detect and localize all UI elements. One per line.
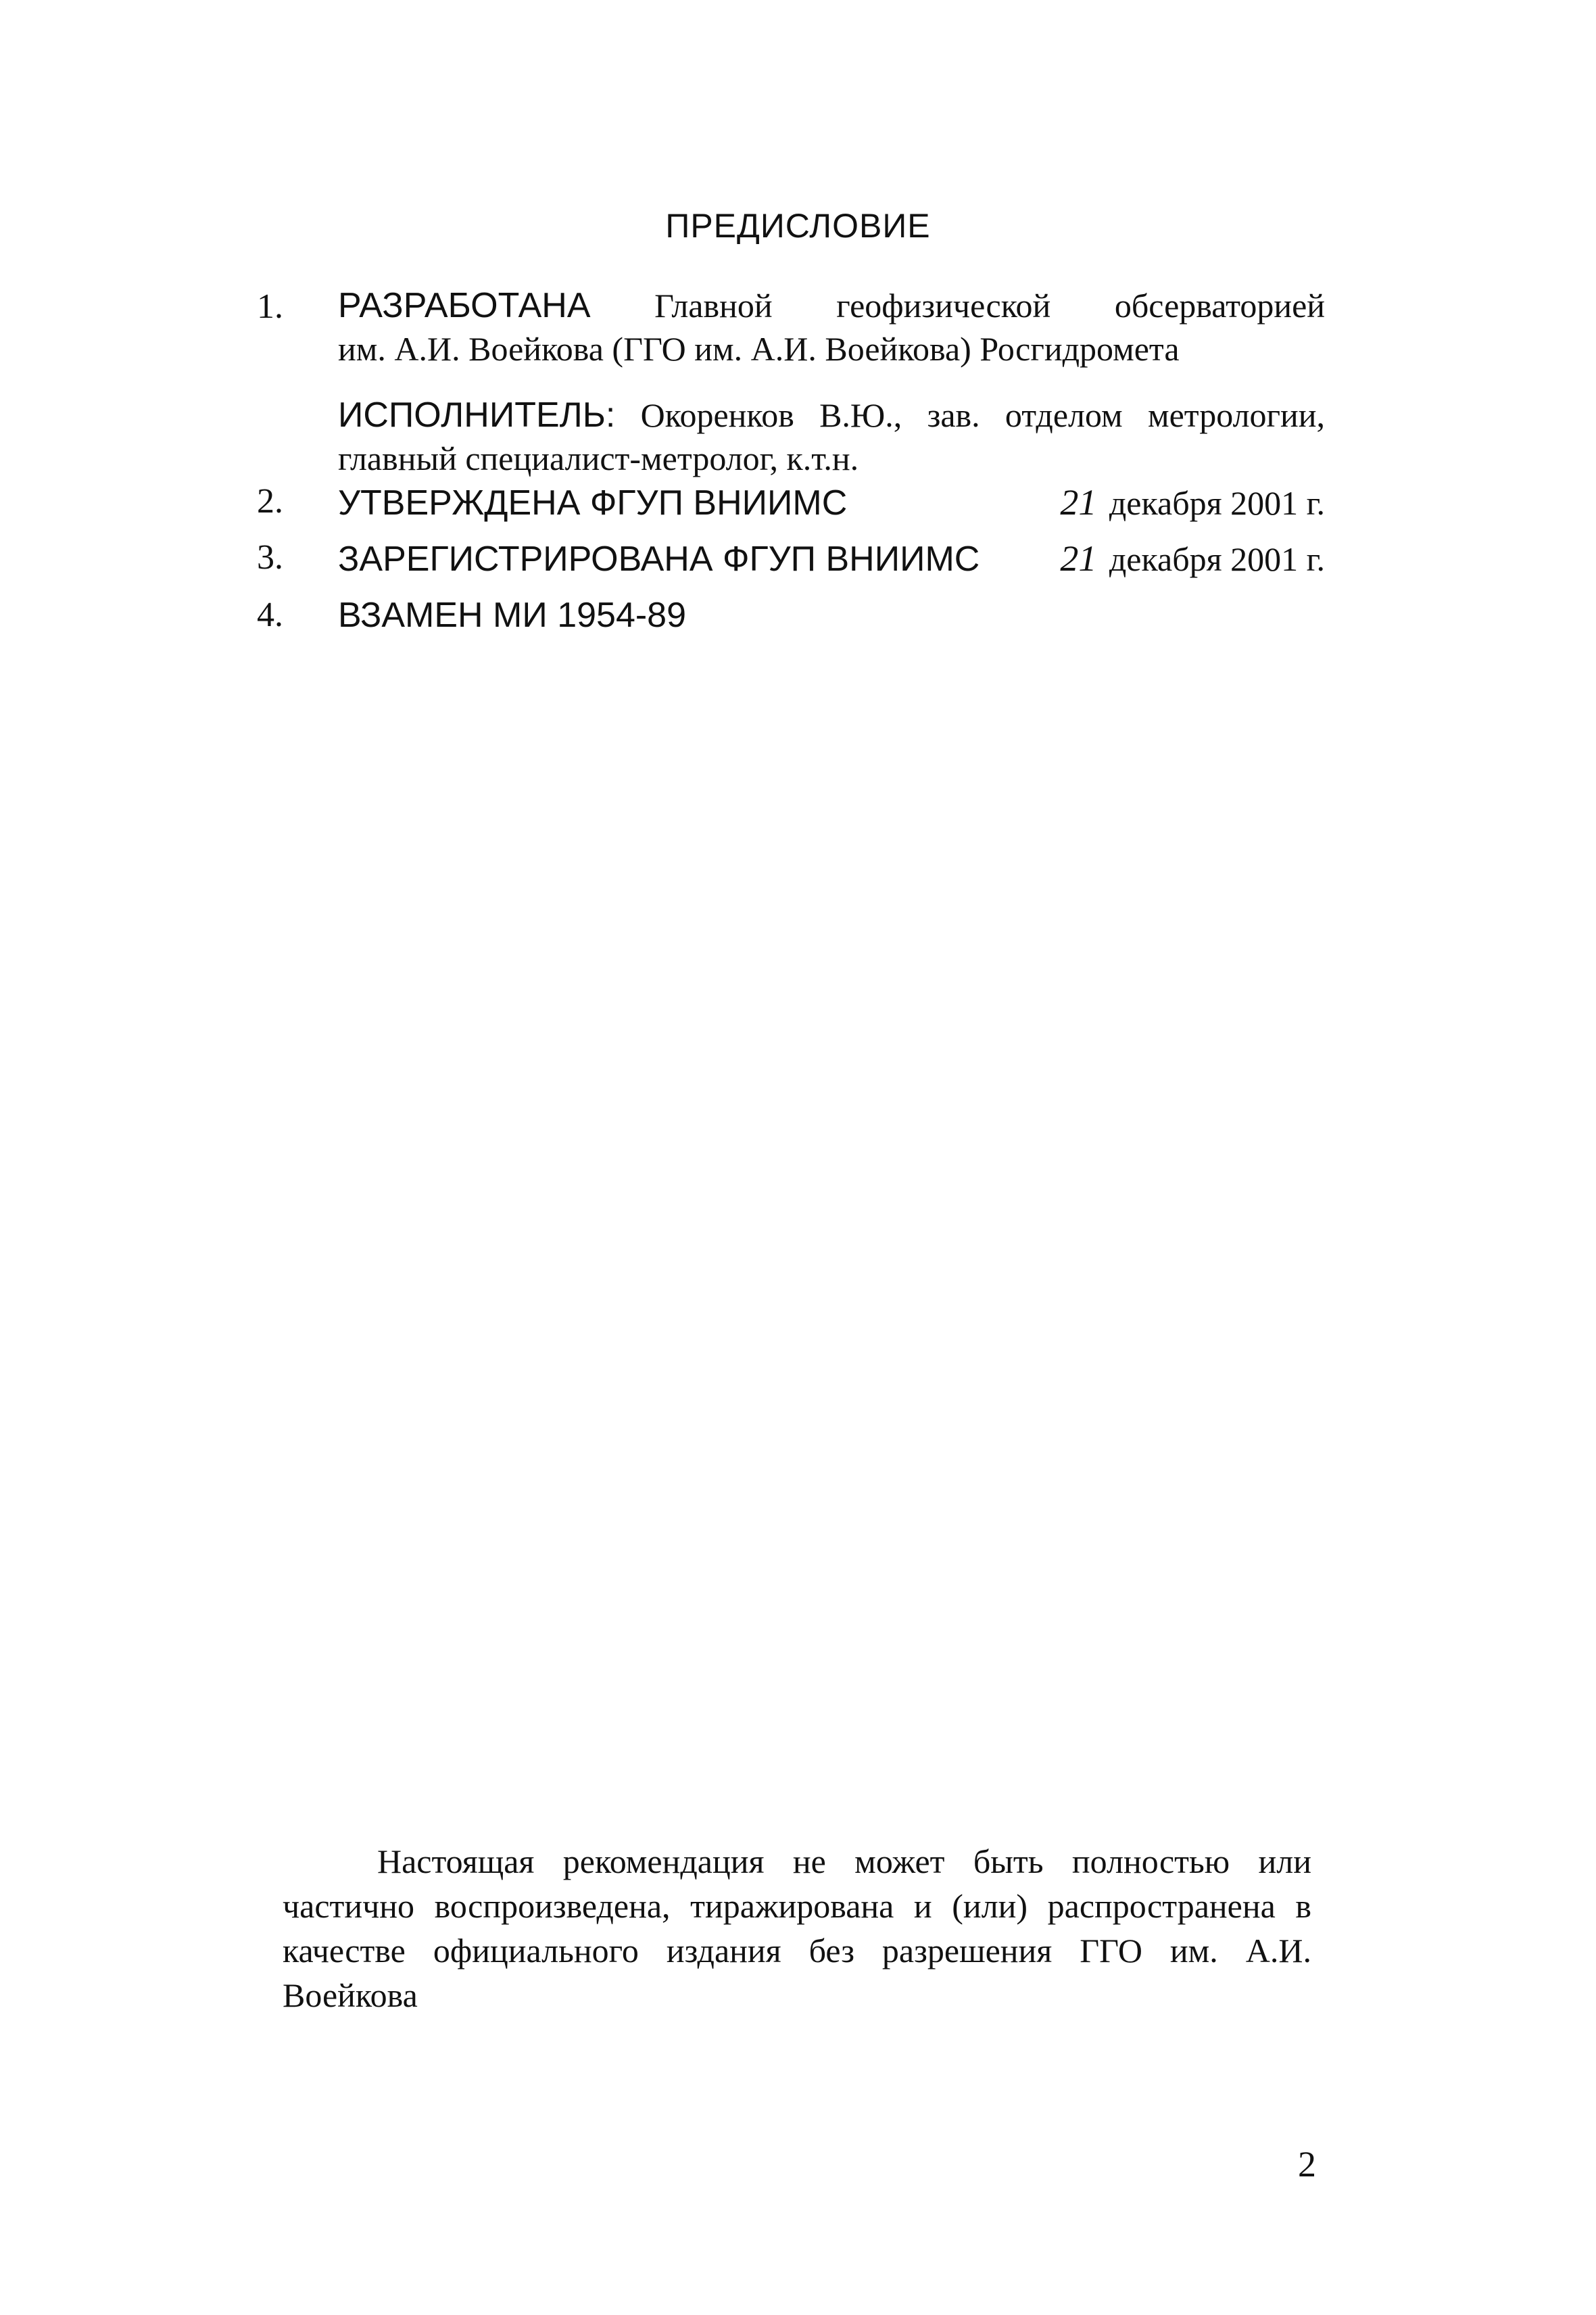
approved-text: УТВЕРЖДЕНА ФГУП ВНИИМС <box>338 483 848 523</box>
page-title: ПРЕДИСЛОВИЕ <box>665 207 931 245</box>
executor-label: ИСПОЛНИТЕЛЬ: <box>338 396 616 435</box>
registered-text: ЗАРЕГИСТРИРОВАНА ФГУП ВНИИМС <box>338 540 980 579</box>
copyright-notice: Настоящая рекомендация не может быть полностью или частично воспроизведена, тиражирована и (или) распространена в качестве официального издания без разрешения ГГО им. А.И. Воейкова <box>283 1842 1311 2014</box>
handwritten-day: 21 <box>1060 482 1097 523</box>
preface-item-2 <box>257 481 1325 529</box>
item-number: 1. <box>257 287 283 326</box>
replaces-text: ВЗАМЕН МИ 1954-89 <box>338 596 687 635</box>
executor-word: Окоренков <box>640 396 794 434</box>
developer-word: геофизической <box>836 287 1051 325</box>
developer-line-2: им. А.И. Воейкова (ГГО им. А.И. Воейкова) Росгидромета <box>338 330 1180 368</box>
developer-word: Главной <box>654 287 773 325</box>
executor-word: метрологии, <box>1147 396 1326 434</box>
handwritten-day: 21 <box>1060 538 1097 579</box>
developer-label: РАЗРАБОТАНА <box>338 286 591 325</box>
executor-word: В.Ю., <box>819 396 902 434</box>
executor-word: зав. <box>927 396 980 434</box>
developer-word: обсерваторией <box>1114 287 1326 325</box>
approved-date <box>1060 481 1325 523</box>
date-rest: декабря 2001 г. <box>1109 484 1325 522</box>
preface-item-1 <box>257 284 1326 477</box>
executor-word: отделом <box>1005 396 1123 434</box>
developer-line <box>338 284 1325 327</box>
executor-line <box>338 393 1325 437</box>
item-number: 3. <box>257 538 283 577</box>
executor-line-2: главный специалист-метролог, к.т.н. <box>338 439 859 477</box>
preface-item-4 <box>257 595 1325 642</box>
item-number: 4. <box>257 596 283 634</box>
page-number: 2 <box>1298 2144 1316 2185</box>
preface-item-3 <box>257 538 1325 585</box>
date-rest: декабря 2001 г. <box>1109 540 1325 578</box>
item-number: 2. <box>257 482 283 521</box>
registered-date <box>1060 538 1325 579</box>
